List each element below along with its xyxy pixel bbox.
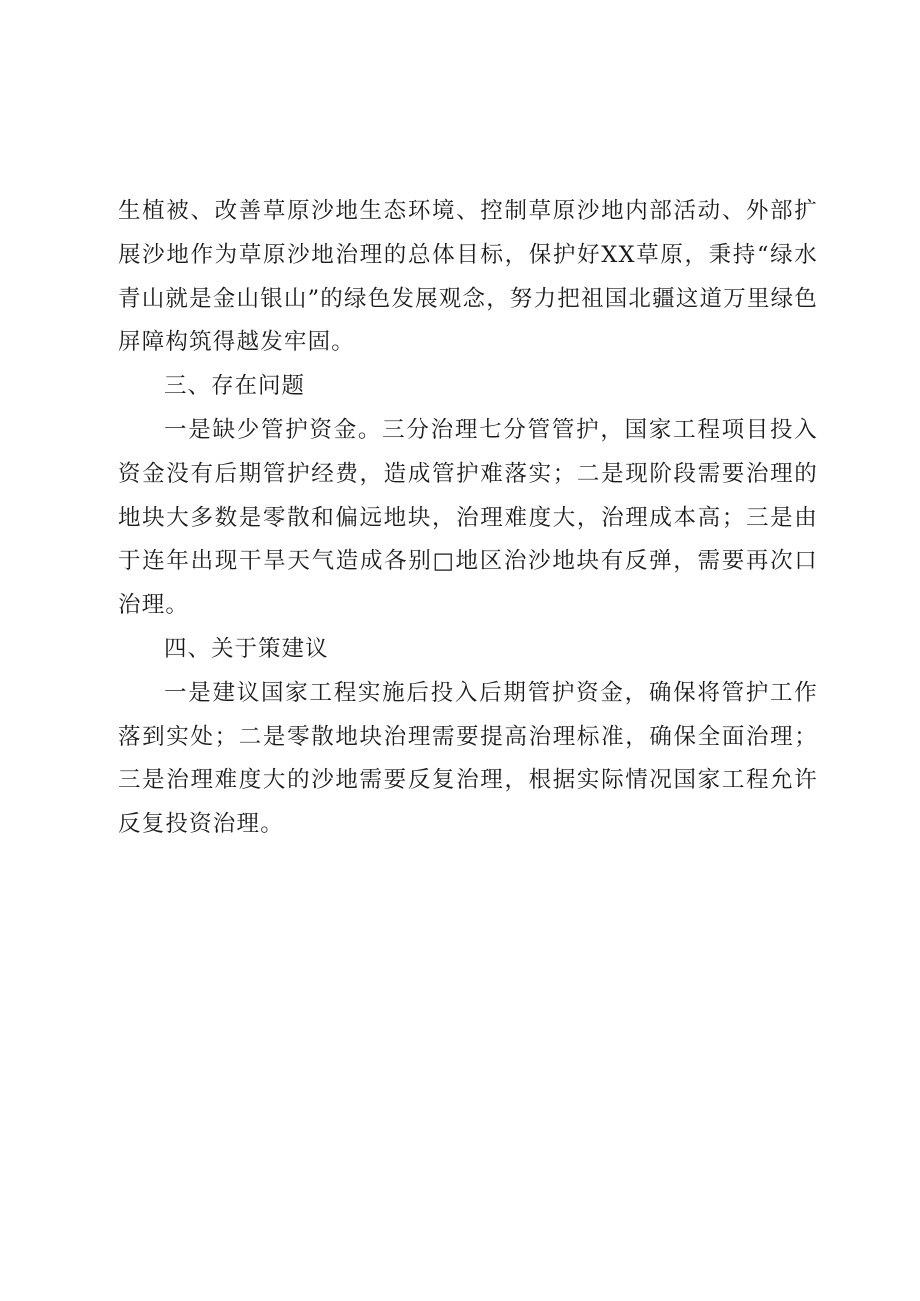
paragraph-suggestions: 一是建议国家工程实施后投入后期管护资金，确保将管护工作落到实处；二是零散地块治理需要提高治理标准，确保全面治理；三是治理难度大的沙地需要反复治理，根据实际情况国家工程允许反复投资治理。 (118, 679, 818, 838)
section-heading-suggestions: 四、关于策建议 (164, 635, 329, 662)
document-body (118, 190, 818, 847)
section-heading-problems: 三、存在问题 (164, 373, 306, 400)
paragraph-continued: 生植被、改善草原沙地生态环境、控制草原沙地内部活动、外部扩展沙地作为草原沙地治理的总体目标，保护好XX草原，秉持“绿水青山就是金山银山”的绿色发展观念，努力把祖国北疆这道万里绿色屏障构筑得越发牢固。 (118, 198, 819, 356)
paragraph-problems: 一是缺少管护资金。三分治理七分管管护，国家工程项目投入资金没有后期管护经费，造成管护难落实；二是现阶段需要治理的地块大多数是零散和偏远地块，治理难度大，治理成本高；三是由于连年出现干旱天气造成各别□地区治沙地块有反弹，需要再次口治理。 (118, 416, 818, 619)
